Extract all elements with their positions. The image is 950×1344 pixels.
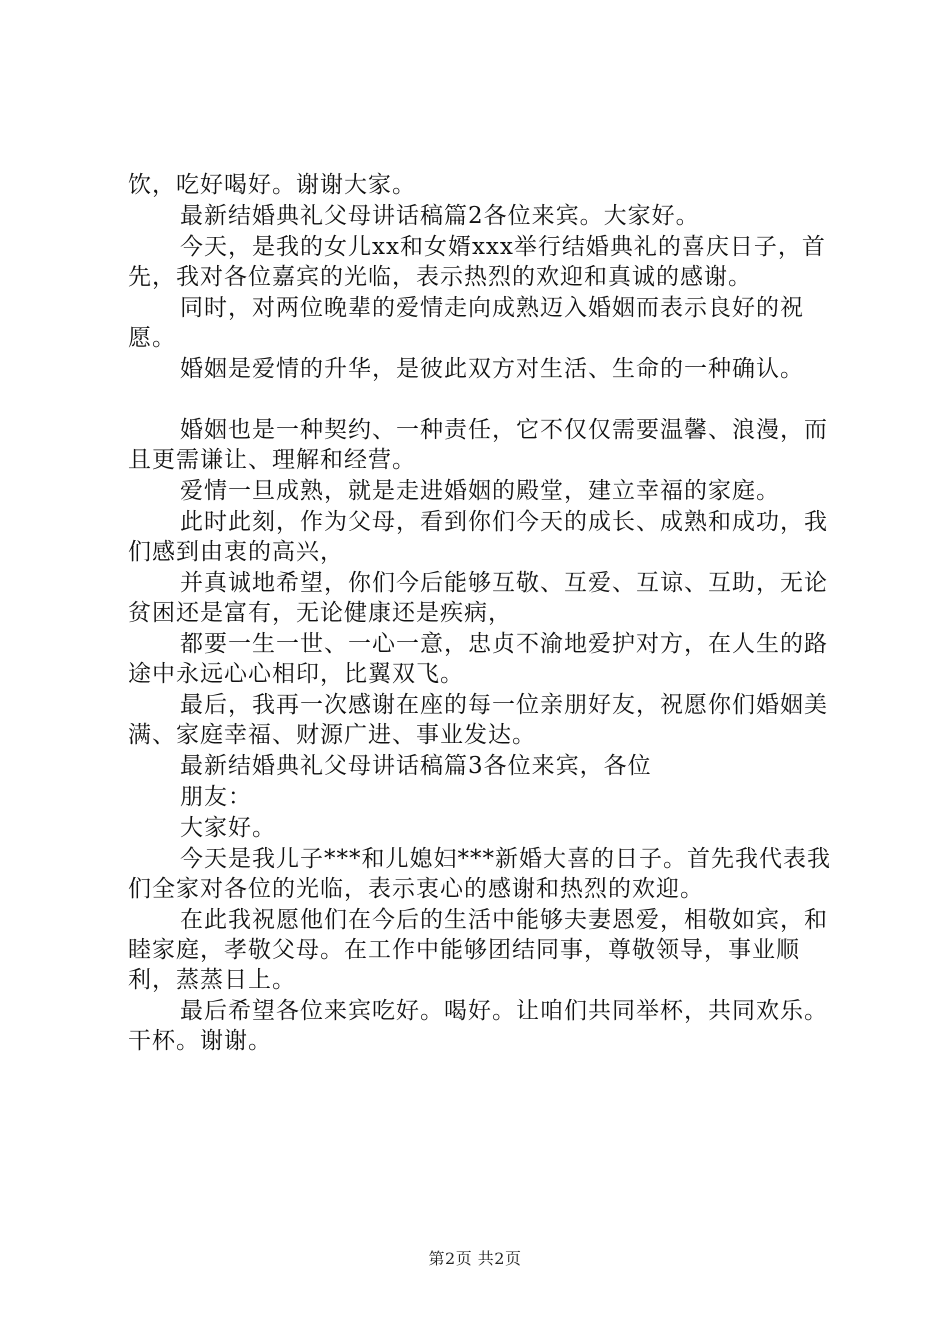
paragraph: 同时，对两位晚辈的爱情走向成熟迈入婚姻而表示良好的祝愿。 bbox=[128, 295, 804, 351]
document-body bbox=[128, 170, 833, 1057]
paragraph: 此时此刻，作为父母，看到你们今天的成长、成熟和成功，我们感到由衷的高兴， bbox=[128, 509, 828, 565]
paragraph: 都要一生一世、一心一意，忠贞不渝地爱护对方，在人生的路途中永远心心相印，比翼双飞。 bbox=[128, 631, 828, 687]
paragraph: 今天是我儿子***和儿媳妇***新婚大喜的日子。首先我代表我们全家对各位的光临，表示衷心的感谢和热烈的欢迎。 bbox=[128, 846, 831, 902]
paragraph-heading-part3: 最新结婚典礼父母讲话稿篇3各位来宾，各位 bbox=[180, 753, 652, 779]
paragraph: 爱情一旦成熟，就是走进婚姻的殿堂，建立幸福的家庭。 bbox=[180, 478, 780, 504]
paragraph: 婚姻也是一种契约、一种责任，它不仅仅需要温馨、浪漫，而且更需谦让、理解和经营。 bbox=[128, 417, 828, 473]
paragraph: 今天，是我的女儿xx和女婿xxx举行结婚典礼的喜庆日子，首先，我对各位嘉宾的光临，表示热烈的欢迎和真诚的感谢。 bbox=[128, 234, 826, 290]
page-number-footer: 第2页 共2页 bbox=[428, 1249, 522, 1268]
paragraph-continuation: 饮，吃好喝好。谢谢大家。 bbox=[128, 172, 416, 198]
paragraph-salutation: 朋友： bbox=[180, 784, 252, 810]
paragraph: 最后，我再一次感谢在座的每一位亲朋好友，祝愿你们婚姻美满、家庭幸福、财源广进、事业发达。 bbox=[128, 692, 828, 748]
paragraph-heading-part2: 最新结婚典礼父母讲话稿篇2各位来宾。大家好。 bbox=[180, 203, 700, 229]
paragraph: 最后希望各位来宾吃好。喝好。让咱们共同举杯，共同欢乐。干杯。谢谢。 bbox=[128, 998, 828, 1054]
paragraph: 婚姻是爱情的升华，是彼此双方对生活、生命的一种确认。 bbox=[180, 356, 804, 382]
paragraph: 并真诚地希望，你们今后能够互敬、互爱、互谅、互助，无论贫困还是富有，无论健康还是疾病， bbox=[128, 570, 828, 626]
paragraph-greeting: 大家好。 bbox=[180, 815, 276, 841]
paragraph: 在此我祝愿他们在今后的生活中能够夫妻恩爱，相敬如宾，和睦家庭，孝敬父母。在工作中能够团结同事，尊敬领导，事业顺利，蒸蒸日上。 bbox=[128, 907, 828, 993]
